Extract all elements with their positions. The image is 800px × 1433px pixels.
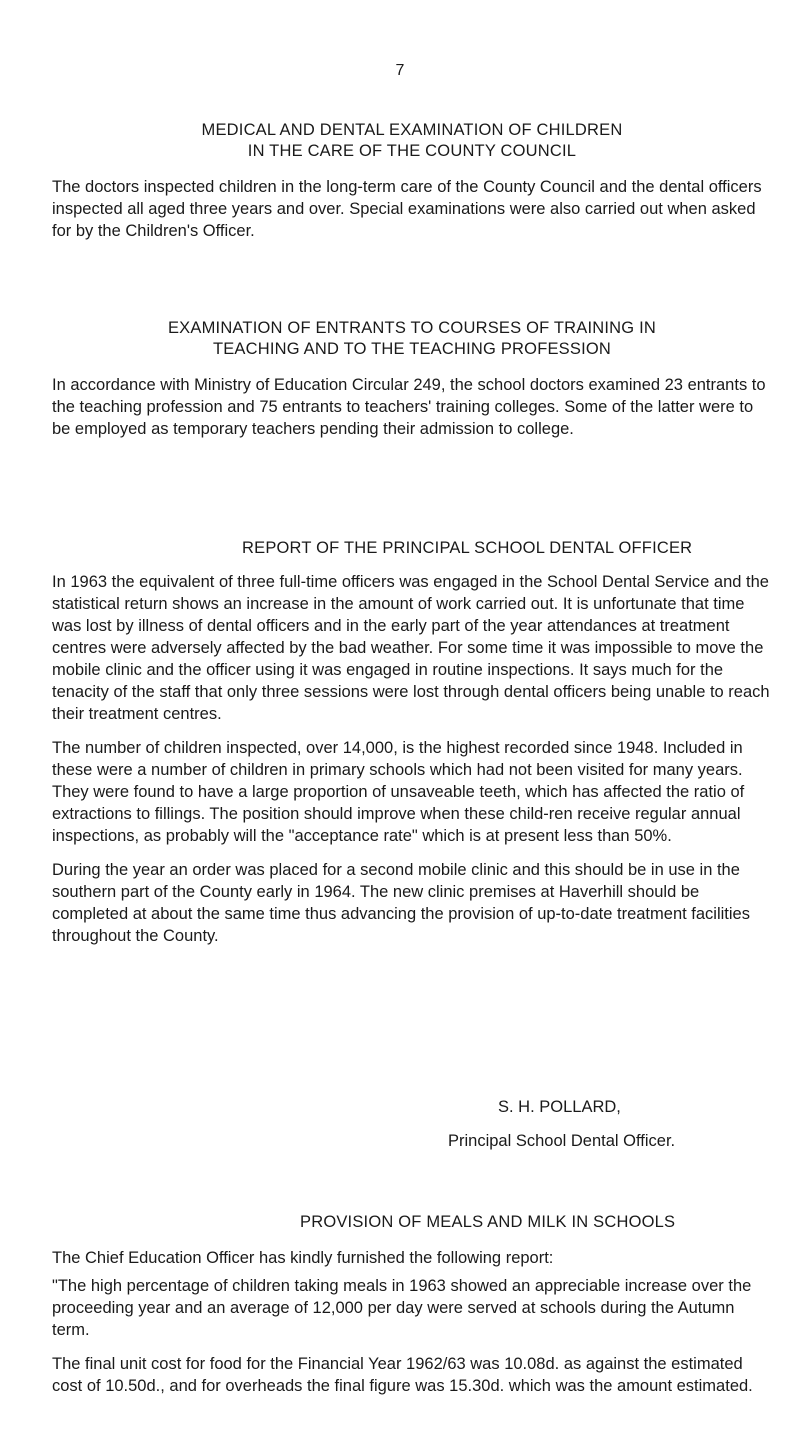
page-number: 7 — [395, 62, 405, 79]
heading-line: MEDICAL AND DENTAL EXAMINATION OF CHILDREN — [201, 121, 623, 139]
section-heading-medical — [52, 120, 772, 162]
section-heading-entrants — [52, 318, 772, 360]
paragraph: During the year an order was placed for a second mobile clinic and this should be in use in the southern part of the County early in 1964. The new clinic premises at Haverhill should be completed at about the same time thus advancing the provision of up-to-date treatment facilities throughout the County. — [52, 861, 750, 945]
paragraph: The doctors inspected children in the long-term care of the County Council and the dental officers inspected all aged three years and over. Special examinations were also carried out when asked for by the Children's Officer. — [52, 178, 762, 240]
section-medical-dental-care — [52, 120, 772, 242]
signature-name: S. H. POLLARD, — [498, 1098, 621, 1116]
section-heading-dental: REPORT OF THE PRINCIPAL SCHOOL DENTAL OFFICER — [242, 539, 693, 557]
section-teacher-entrants — [52, 318, 772, 440]
heading-line: IN THE CARE OF THE COUNTY COUNCIL — [247, 142, 577, 160]
signature-block — [448, 1096, 675, 1152]
heading-line: TEACHING AND TO THE TEACHING PROFESSION — [212, 340, 612, 358]
section-dental-report — [52, 538, 772, 947]
paragraph: The number of children inspected, over 14,000, is the highest recorded since 1948. Included in these were a number of children in primary schools which had not been visited for many years. They were found to have a large proportion of unsaveable teeth, which has affected the ratio of extractions to fillings. The position should improve when these child-ren receive regular annual inspections, as probably will the "acceptance rate" which is at present less than 50%. — [52, 739, 745, 845]
paragraph: In accordance with Ministry of Education Circular 249, the school doctors examined 23 entrants to the teaching profession and 75 entrants to teachers' training colleges. Some of the latter were to be employed as temporary teachers pending their admission to college. — [52, 376, 766, 438]
heading-line: EXAMINATION OF ENTRANTS TO COURSES OF TRAINING IN — [167, 319, 657, 337]
paragraph: The final unit cost for food for the Financial Year 1962/63 was 10.08d. as against the estimated cost of 10.50d., and for overheads the final figure was 15.30d. which was the amount estimated. — [52, 1355, 753, 1395]
section-meals-milk — [52, 1212, 772, 1397]
paragraph: In 1963 the equivalent of three full-time officers was engaged in the School Dental Service and the statistical return shows an increase in the amount of work carried out. It is unfortunate that time was lost by illness of dental officers and in the early part of the year attendances at treatment centres were adversely affected by the bad weather. For some time it was impossible to move the mobile clinic and the officer using it was engaged in routine inspections. It says much for the tenacity of the staff that only three sessions were lost through dental officers being unable to reach their treatment centres. — [52, 573, 770, 723]
paragraph: "The high percentage of children taking meals in 1963 showed an appreciable increase over the proceeding year and an average of 12,000 per day were served at schools during the Autumn term. — [52, 1277, 752, 1339]
section-heading-meals: PROVISION OF MEALS AND MILK IN SCHOOLS — [300, 1213, 676, 1231]
paragraph: The Chief Education Officer has kindly furnished the following report: — [52, 1249, 554, 1267]
signature-title: Principal School Dental Officer. — [448, 1132, 676, 1150]
